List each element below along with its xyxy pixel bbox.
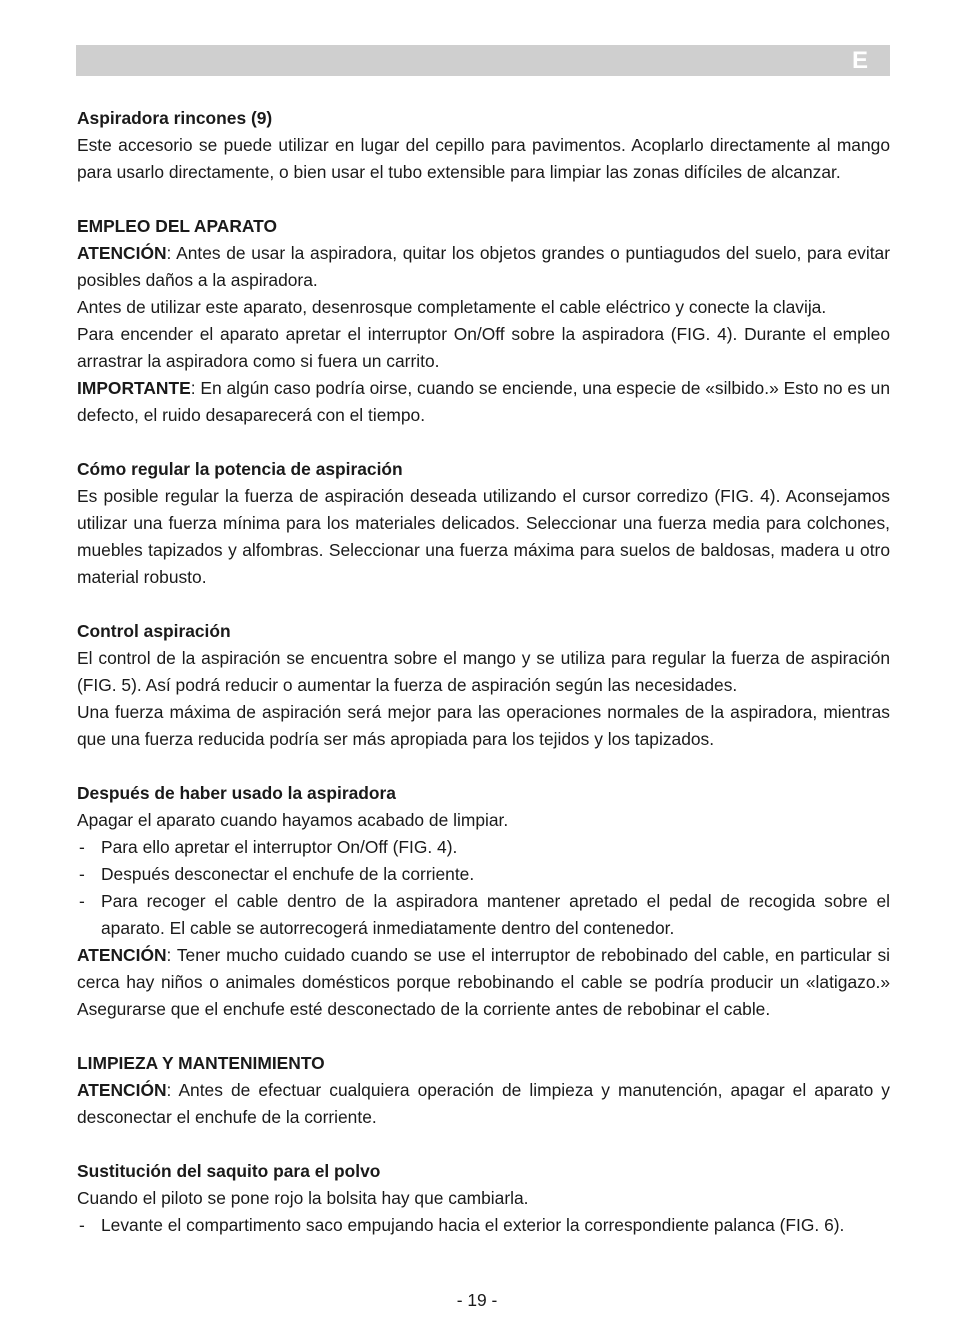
warning-text: : Tener mucho cuidado cuando se use el interruptor de rebobinado del cable, en particular si cerca hay niños o animales domésticos porque rebobinando el cable se podría producir un «latigazo.» Asegurarse que el enchufe esté desconectado de la corriente antes de rebobinar el cable. [77,945,890,1019]
section-title: LIMPIEZA Y MANTENIMIENTO [77,1053,325,1073]
important-text: : En algún caso podría oirse, cuando se enciende, una especie de «silbido.» Esto no es un defecto, el ruido desaparecerá con el tiempo. [77,378,890,425]
list-item: - Levante el compartimento saco empujando hacia el exterior la correspondiente palanca (FIG. 6). [77,1212,890,1239]
section-title: Sustitución del saquito para el polvo [77,1161,381,1181]
paragraph: Es posible regular la fuerza de aspiración deseada utilizando el cursor corredizo (FIG. 4). Aconsejamos utilizar una fuerza mínima para los materiales delicados. Seleccionar una fuerza media para colchones, muebles tapizados y alfombras. Seleccionar una fuerza máxima para suelos de baldosas, madera u otro material robusto. [77,486,890,587]
paragraph: Este accesorio se puede utilizar en lugar del cepillo para pavimentos. Acoplarlo directamente al mango para usarlo directamente, o bien usar el tubo extensible para limpiar las zonas difíciles de alcanzar. [77,135,890,182]
important-paragraph [77,375,890,429]
section-title: Aspiradora rincones (9) [77,108,273,128]
page-content [77,105,890,1239]
section-title: Después de haber usado la aspiradora [77,783,396,803]
paragraph: El control de la aspiración se encuentra sobre el mango y se utiliza para regular la fuerza de aspiración (FIG. 5). Así podrá reducir o aumentar la fuerza de aspiración según las necesidades. [77,648,890,695]
warning-text: : Antes de usar la aspiradora, quitar los objetos grandes o puntiagudos del suelo, para evitar posibles daños a la aspiradora. [77,243,890,290]
warning-label: ATENCIÓN [77,243,167,263]
section-title: EMPLEO DEL APARATO [77,216,278,236]
section-title: Control aspiración [77,621,231,641]
list-item: - Después desconectar el enchufe de la corriente. [77,861,890,888]
paragraph: Antes de utilizar este aparato, desenrosque completamente el cable eléctrico y conecte la clavija. [77,297,827,317]
list-item: - Para recoger el cable dentro de la aspiradora mantener apretado el pedal de recogida sobre el aparato. El cable se autorrecogerá inmediatamente dentro del contenedor. [77,888,890,942]
warning-paragraph [77,240,890,294]
section-title: Cómo regular la potencia de aspiración [77,459,403,479]
warning-paragraph [77,942,890,1023]
paragraph: Cuando el piloto se pone rojo la bolsita hay que cambiarla. [77,1188,529,1208]
paragraph: Para encender el aparato apretar el interruptor On/Off sobre la aspiradora (FIG. 4). Durante el empleo arrastrar la aspiradora como si fuera un carrito. [77,324,890,371]
important-label: IMPORTANTE [77,378,191,398]
page-number: - 19 - [456,1290,498,1310]
warning-paragraph [77,1077,890,1131]
warning-label: ATENCIÓN [77,1080,167,1100]
paragraph: Una fuerza máxima de aspiración será mejor para las operaciones normales de la aspiradora, mientras que una fuerza reducida podría ser más apropiada para los tejidos y los tapizados. [77,702,890,749]
warning-text: : Antes de efectuar cualquiera operación de limpieza y manutención, apagar el aparato y desconectar el enchufe de la corriente. [77,1080,890,1127]
language-header-bar [76,45,890,76]
language-code: E [851,47,868,74]
warning-label: ATENCIÓN [77,945,167,965]
paragraph: Apagar el aparato cuando hayamos acabado de limpiar. [77,810,509,830]
step-list [77,1212,890,1239]
step-list [77,834,890,942]
list-item: - Para ello apretar el interruptor On/Off (FIG. 4). [77,834,890,861]
